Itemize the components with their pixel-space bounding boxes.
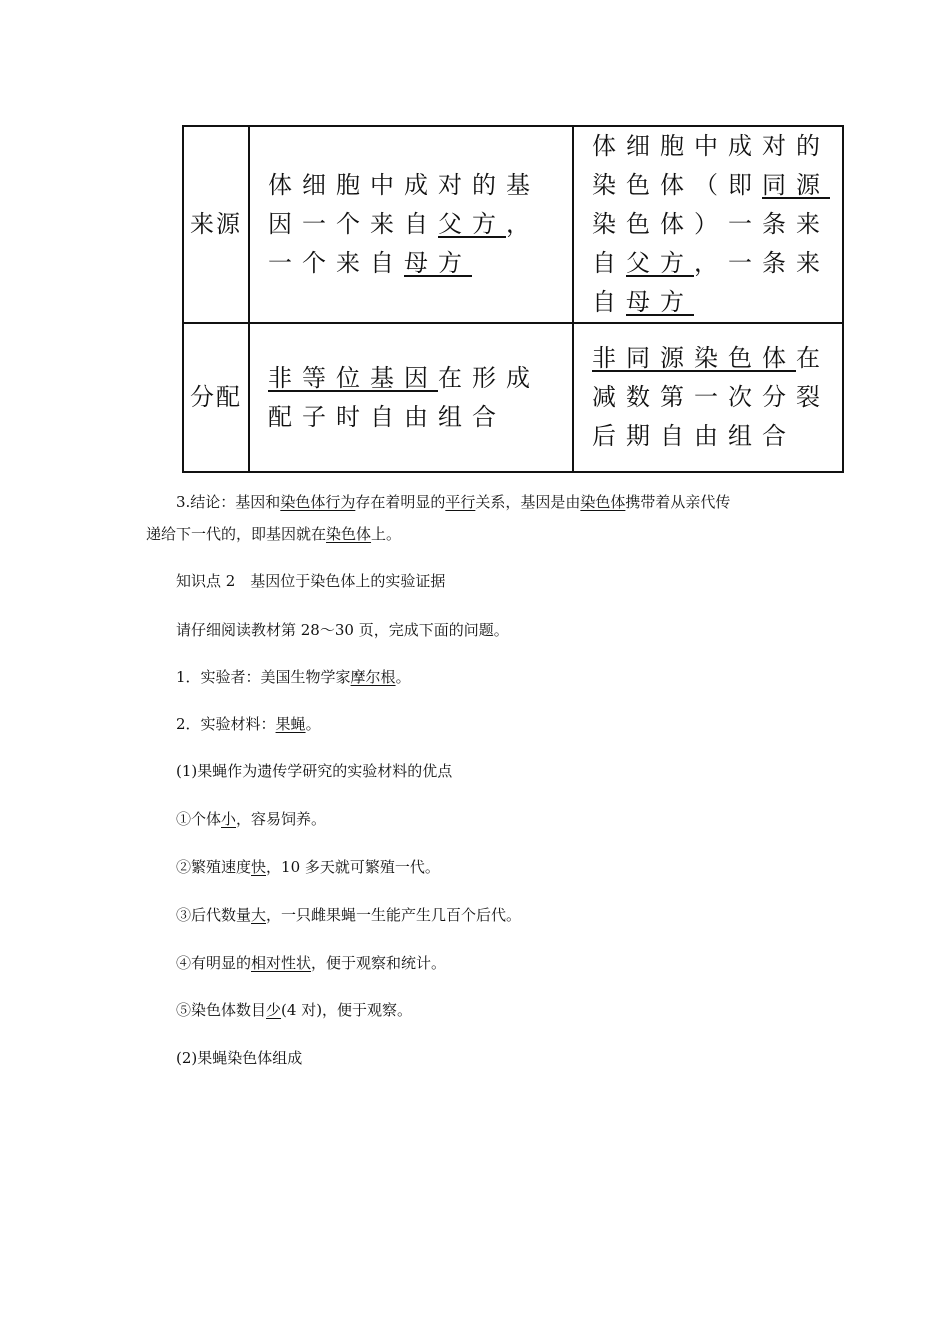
text-segment: 。 [395,668,411,686]
row-label: 来源 [183,126,249,323]
text-segment: ②繁殖速度 [176,858,252,876]
text-segment: 体细胞中成对的染色体（即 [592,132,830,199]
text-segment: (4 对)，便于观察。 [281,1001,413,1019]
filled-answer: 小 [221,810,237,828]
text-segment: 1．实验者：美国生物学家 [176,668,351,686]
advantage-4 [176,953,446,973]
comparison-table [182,125,844,473]
table-row-source [183,126,843,323]
text-segment: 。 [305,715,321,733]
filled-answer: 摩尔根 [350,668,396,686]
filled-answer: 母方 [404,249,472,277]
text-segment: 递给下一代的，即基因就在 [146,525,327,543]
text-segment: ④有明显的 [176,954,252,972]
text-segment: 3.结论：基因和 [176,493,281,511]
material-line [176,714,321,734]
text-segment: ，便于观察和统计。 [311,954,447,972]
filled-answer: 少 [266,1001,282,1019]
text-segment: 知识点 2 基因位于染色体上的实验证据 [176,572,446,590]
text-segment: 染色体）一条来自 [592,210,830,277]
row-label: 分配 [183,323,249,472]
text-segment: ，10 多天就可繁殖一代。 [266,858,440,876]
text-segment: ，一只雌果蝇一生能产生几百个后代。 [266,906,522,924]
filled-answer: 平行 [445,493,476,511]
filled-answer: 母方 [626,288,694,316]
conclusion-line-1 [176,492,730,512]
chromosome-cell [573,323,843,472]
text-segment: 在形成配子时自由组合 [268,363,540,431]
text-segment: ，容易饲养。 [236,810,327,828]
filled-answer: 非同源染色体 [592,344,796,372]
advantage-5 [176,1000,412,1020]
text-segment: 关系，基因是由 [475,493,581,511]
text-segment: 请仔细阅读教材第 28～30 页，完成下面的问题。 [176,621,509,639]
chromosome-cell [573,126,843,323]
filled-answer: 父方 [438,210,506,238]
advantage-3 [176,905,521,925]
filled-answer: 染色体 [326,525,372,543]
text-segment: ⑤染色体数目 [176,1001,267,1019]
advantage-1 [176,809,326,829]
section-heading [176,571,445,591]
text-segment: 2．实验材料： [176,715,276,733]
filled-answer: 同源 [762,171,830,199]
advantage-2 [176,857,440,877]
text-segment: 在减数第一次分裂后期自由组合 [592,344,830,450]
conclusion-line-2 [146,524,401,544]
table-row-distribution [183,323,843,472]
instruction-line [176,620,509,640]
experimenter-line [176,667,411,687]
gene-cell [249,323,573,472]
subheading-advantages [176,761,452,781]
text-segment: 携带着从亲代传 [625,493,731,511]
text-segment: (2)果蝇染色体组成 [176,1049,303,1067]
filled-answer: 非等位基因 [268,363,438,392]
filled-answer: 父方 [626,249,694,277]
filled-answer: 相对性状 [251,954,312,972]
text-segment: ，一条来自 [592,249,830,316]
gene-cell [249,126,573,323]
filled-answer: 大 [251,906,267,924]
filled-answer: 快 [251,858,267,876]
filled-answer: 染色体 [580,493,626,511]
text-segment: 体细胞中成对的基因一个来自 [268,171,540,238]
filled-answer: 果蝇 [275,715,306,733]
text-segment: 存在着明显的 [355,493,446,511]
subheading-chromosome [176,1048,302,1068]
text-segment: ①个体 [176,810,222,828]
text-segment: ③后代数量 [176,906,252,924]
text-segment: ，一个来自 [268,210,540,277]
text-segment: (1)果蝇作为遗传学研究的实验材料的优点 [176,762,453,780]
text-segment: 上。 [371,525,402,543]
filled-answer: 染色体行为 [280,493,356,511]
